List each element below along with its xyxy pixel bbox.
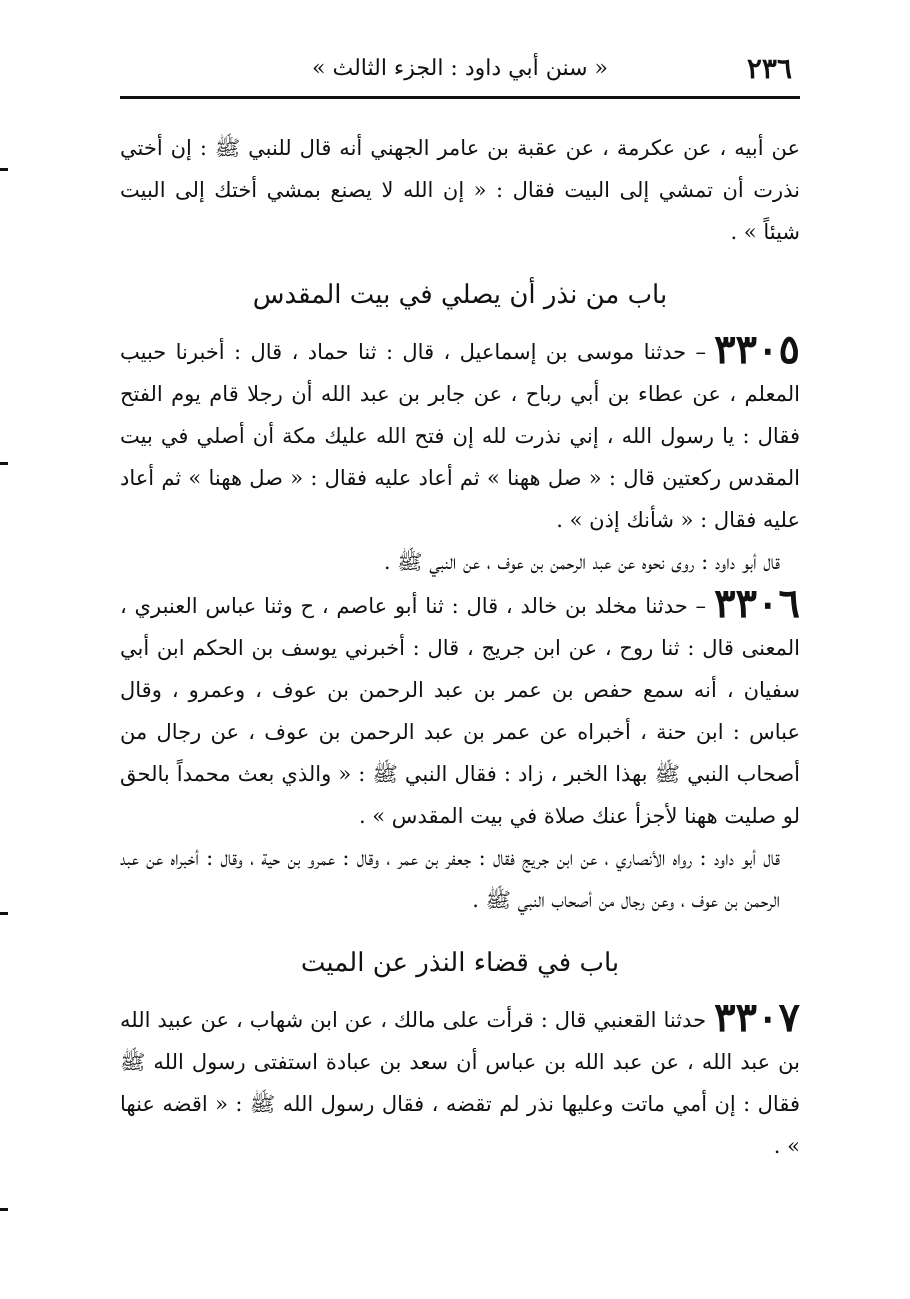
page-number: ٢٣٦: [746, 52, 792, 85]
paragraph: عن أبيه ، عن عكرمة ، عن عقبة بن عامر الجهني أنه قال للنبي ﷺ : إن أختي نذرت أن تمشي إلى البيت فقال : « إن الله لا يصنع بمشي أختك إلى البيت شيئاً » .: [120, 136, 800, 244]
abu-dawud-note: قال أبو داود : روى نحوه عن عبد الرحمن بن عوف ، عن النبي ﷺ .: [383, 550, 780, 574]
hadith-3305: [120, 326, 800, 541]
hadith-text: – حدثنا موسى بن إسماعيل ، قال : ثنا حماد ، قال : أخبرنا حبيب المعلم ، عن عطاء بن أبي رباح ، عن جابر بن عبد الله أن رجلا قام يوم الفتح فقال : يا رسول الله ، إني نذرت لله إن فتح الله عليك مكة أن أصلي في بيت المقدس ركعتين قال : « صل ههنا » ثم أعاد عليه فقال : « صل ههنا » ثم أعاد عليه فقال : « شأنك إذن » .: [120, 340, 800, 532]
chapter-heading: باب من نذر أن يصلي في بيت المقدس: [252, 280, 668, 310]
hadith-text: – حدثنا مخلد بن خالد ، قال : ثنا أبو عاصم ، ح وثنا عباس العنبري ، المعنى قال : ثنا روح ، عن ابن جريج ، قال : أخبرني يوسف بن الحكم ابن أبي سفيان ، أنه سمع حفص بن عمر بن عبد الرحمن بن عوف ، وعمرو ، وقال عباس : ابن حنة ، أخبراه عن عمر بن عبد الرحمن بن عوف ، عن رجال من أصحاب النبي ﷺ بهذا الخبر ، زاد : فقال النبي ﷺ : « والذي بعث محمداً بالحق لو صليت ههنا لأجزأ عنك صلاة في بيت المقدس » .: [120, 594, 800, 828]
hadith-text: حدثنا القعنبي قال : قرأت على مالك ، عن ابن شهاب ، عن عبيد الله بن عبد الله ، عن عبد الله بن عباس أن سعد بن عبادة استفتى رسول الله ﷺ فقال : إن أمي ماتت وعليها نذر لم تقضه ، فقال رسول الله ﷺ : « اقضه عنها » .: [120, 1008, 800, 1158]
margin-mark: [0, 1208, 8, 1211]
hadith-number: ٣٣٠٥: [714, 326, 800, 373]
hadith-3306: [120, 580, 800, 837]
margin-mark: [0, 912, 8, 915]
hadith-number: ٣٣٠٦: [714, 580, 800, 627]
running-title: « سنن أبي داود : الجزء الثالث »: [312, 56, 608, 81]
hadith-number: ٣٣٠٧: [714, 994, 800, 1041]
page-header: [120, 30, 800, 99]
margin-mark: [0, 168, 8, 171]
abu-dawud-note: قال أبو داود : رواه الأنصاري ، عن ابن جريج فقال : جعفر بن عمر ، وقال : عمرو بن حية ، وقال : أخبراه عن عبد الرحمن بن عوف ، وعن رجال من أصحاب النبي ﷺ .: [120, 846, 780, 912]
hadith-3307: [120, 994, 800, 1167]
margin-mark: [0, 462, 8, 465]
chapter-heading: باب في قضاء النذر عن الميت: [300, 948, 620, 978]
book-page: [120, 30, 800, 1270]
